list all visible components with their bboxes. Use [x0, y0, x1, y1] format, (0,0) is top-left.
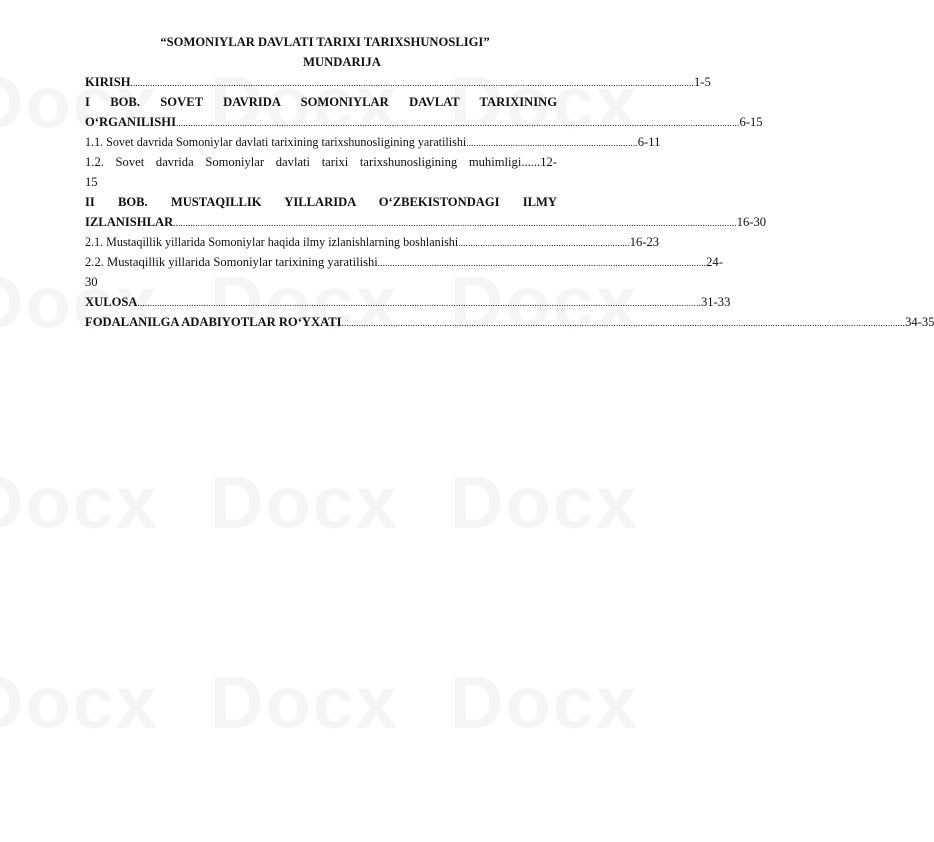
toc-page-number: 6-15 [739, 115, 763, 129]
toc-entry-2-2-continued: 30 [85, 275, 98, 289]
watermark [450, 460, 639, 545]
toc-entry-chapter-2-line[interactable]: II BOB. MUSTAQILLIK YILLARIDA O‘ZBEKISTONDAGI ILMY [85, 195, 557, 209]
toc-entry-chapter-1[interactable] [85, 112, 763, 132]
watermark [210, 460, 399, 545]
toc-entry-label: FODALANILGA ADABIYOTLAR RO‘YXATI [85, 315, 342, 329]
toc-entry-label: KIRISH [85, 75, 131, 89]
toc-page-number: 24- [706, 255, 723, 269]
toc-entry-chapter-1-line[interactable]: I BOB. SOVET DAVRIDA SOMONIYLAR DAVLAT TARIXINING [85, 95, 557, 109]
toc-page-number: 16-30 [736, 215, 767, 229]
toc-entry-label: 2.2. Mustaqillik yillarida Somoniylar tarixining yaratilishi [85, 255, 378, 269]
toc-entry-references[interactable] [85, 312, 934, 332]
dot-leader: ...................................................................................................................................................................................................................................... [175, 118, 740, 128]
toc-entry-chapter-2[interactable] [85, 212, 767, 232]
toc-entry-1-2[interactable]: 1.2. Sovet davrida Somoniylar davlati tarixi tarixshunosligining muhimligi......12- [85, 155, 557, 169]
dot-leader: ...................................................................................................................................................................................................................................... [173, 218, 737, 228]
dot-leader: ...................................................................................................................................... [377, 258, 707, 268]
toc-entry-label: 2.1. Mustaqillik yillarida Somoniylar haqida ilmy izlanishlarning boshlanishi [85, 235, 459, 249]
dot-leader: ...................................................................................................................................................................................................................................... [130, 78, 694, 88]
toc-page-number: 16-23 [629, 235, 660, 249]
toc-page-number: 6-11 [637, 135, 661, 149]
toc-entry-xulosa[interactable] [85, 292, 731, 312]
toc-entry-1-1[interactable] [85, 132, 661, 152]
dot-leader: ...................................................................................................................................................................................................................................... [341, 318, 906, 328]
dot-leader: ...................................................................... [466, 138, 638, 148]
toc-entry-label: O‘RGANILISHI [85, 115, 176, 129]
watermark [0, 660, 159, 745]
watermark [450, 660, 639, 745]
toc-entry-label: IZLANISHLAR [85, 215, 174, 229]
toc-entry-label: XULOSA [85, 295, 138, 309]
document-page [85, 32, 934, 332]
watermark [210, 660, 399, 745]
toc-page-number: 31-33 [700, 295, 731, 309]
toc-entry-1-2-continued: 15 [85, 175, 98, 189]
dot-leader: ...................................................................................................................................................................................................................................... [137, 298, 701, 308]
watermark [0, 460, 159, 545]
contents-heading: MUNDARIJA [303, 55, 381, 69]
dot-leader: ...................................................................... [458, 238, 630, 248]
toc-entry-label: 1.1. Sovet davrida Somoniylar davlati tarixining tarixshunosligining yaratilishi [85, 135, 467, 149]
toc-entry-kirish[interactable] [85, 72, 711, 92]
toc-page-number: 34-35 [905, 315, 934, 329]
document-title: “SOMONIYLAR DAVLATI TARIXI TARIXSHUNOSLIGI” [160, 35, 490, 49]
toc-page-number: 1-5 [694, 75, 711, 89]
toc-entry-2-2[interactable] [85, 252, 723, 272]
toc-entry-2-1[interactable] [85, 232, 660, 252]
